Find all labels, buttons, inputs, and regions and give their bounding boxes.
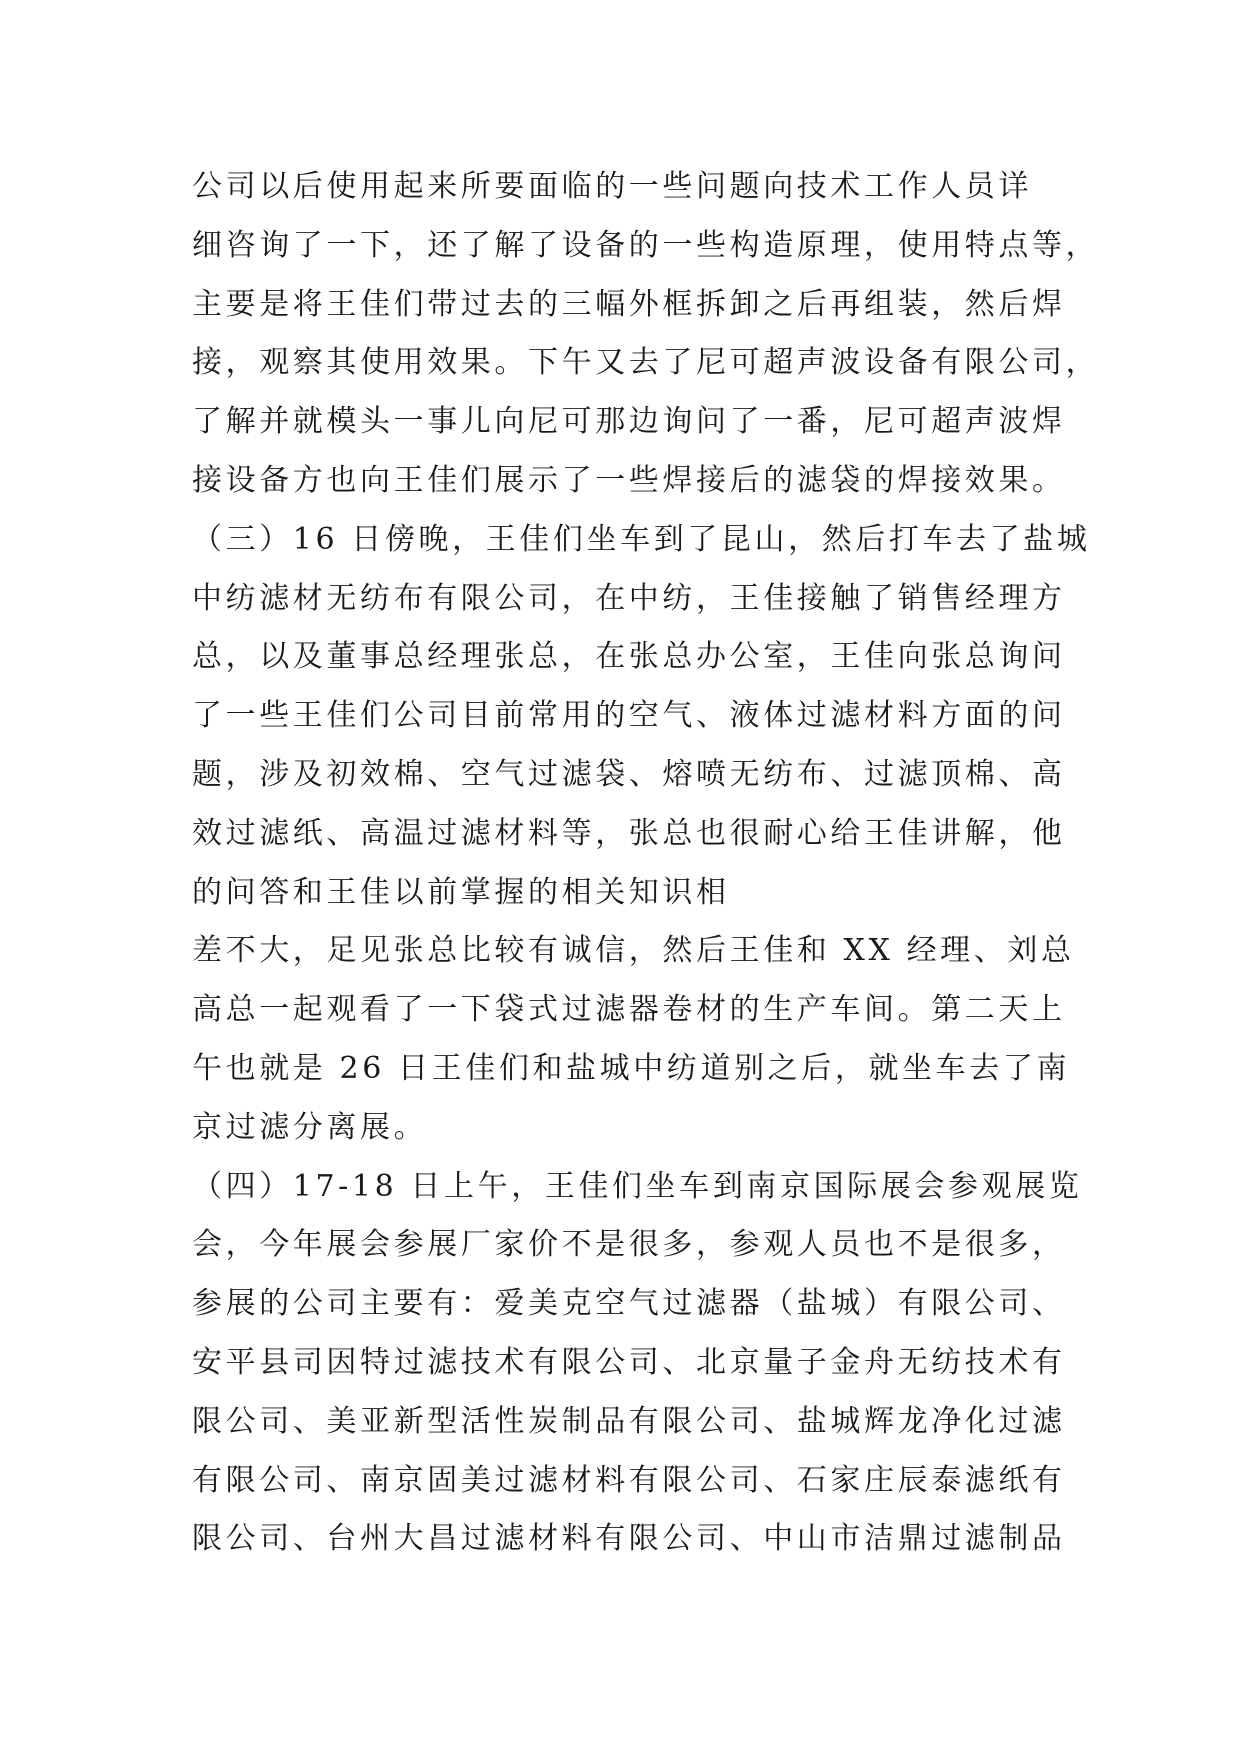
text-line: （三）16 日傍晚，王佳们坐车到了昆山，然后打车去了盐城 xyxy=(192,521,1091,557)
text-line: 的问答和王佳以前掌握的相关知识相 xyxy=(192,874,730,910)
text-line: 京过滤分离展。 xyxy=(192,1109,428,1145)
text-line: 了解并就模头一事儿向尼可那边询问了一番，尼可超声波焊 xyxy=(192,404,1066,440)
text-line: 午也就是 26 日王佳们和盐城中纺道别之后，就坐车去了南 xyxy=(192,1050,1071,1086)
text-line: 差不大，足见张总比较有诚信，然后王佳和 XX 经理、刘总 xyxy=(192,933,1075,969)
text-line: 效过滤纸、高温过滤材料等，张总也很耐心给王佳讲解，他 xyxy=(192,815,1066,851)
text-line: 细咨询了一下，还了解了设备的一些构造原理，使用特点等， xyxy=(192,227,1100,263)
text-line: 公司以后使用起来所要面临的一些问题向技术工作人员详 xyxy=(192,169,1032,204)
text-line: 高总一起观看了一下袋式过滤器卷材的生产车间。第二天上 xyxy=(192,992,1066,1028)
text-line: 接，观察其使用效果。下午又去了尼可超声波设备有限公司， xyxy=(192,345,1100,381)
text-line: 限公司、台州大昌过滤材料有限公司、中山市洁鼎过滤制品 xyxy=(192,1521,1066,1557)
text-line: 了一些王佳们公司目前常用的空气、液体过滤材料方面的问 xyxy=(192,698,1066,734)
text-line: 安平县司因特过滤技术有限公司、北京量子金舟无纺技术有 xyxy=(192,1344,1066,1380)
body-text xyxy=(192,158,1100,1569)
text-line: 参展的公司主要有：爱美克空气过滤器（盐城）有限公司、 xyxy=(192,1286,1066,1322)
text-line: 有限公司、南京固美过滤材料有限公司、石家庄辰泰滤纸有 xyxy=(192,1462,1066,1498)
text-line: （四）17-18 日上午，王佳们坐车到南京国际展会参观展览 xyxy=(192,1168,1083,1204)
text-line: 限公司、美亚新型活性炭制品有限公司、盐城辉龙净化过滤 xyxy=(192,1403,1066,1439)
text-line: 接设备方也向王佳们展示了一些焊接后的滤袋的焊接效果。 xyxy=(192,462,1066,498)
text-line: 题，涉及初效棉、空气过滤袋、熔喷无纺布、过滤顶棉、高 xyxy=(192,756,1066,792)
text-line: 会，今年展会参展厂家价不是很多，参观人员也不是很多， xyxy=(192,1227,1066,1263)
text-line: 中纺滤材无纺布有限公司，在中纺，王佳接触了销售经理方 xyxy=(192,580,1066,616)
text-line: 主要是将王佳们带过去的三幅外框拆卸之后再组装，然后焊 xyxy=(192,286,1066,322)
text-line: 总，以及董事总经理张总，在张总办公室，王佳向张总询问 xyxy=(192,639,1066,675)
